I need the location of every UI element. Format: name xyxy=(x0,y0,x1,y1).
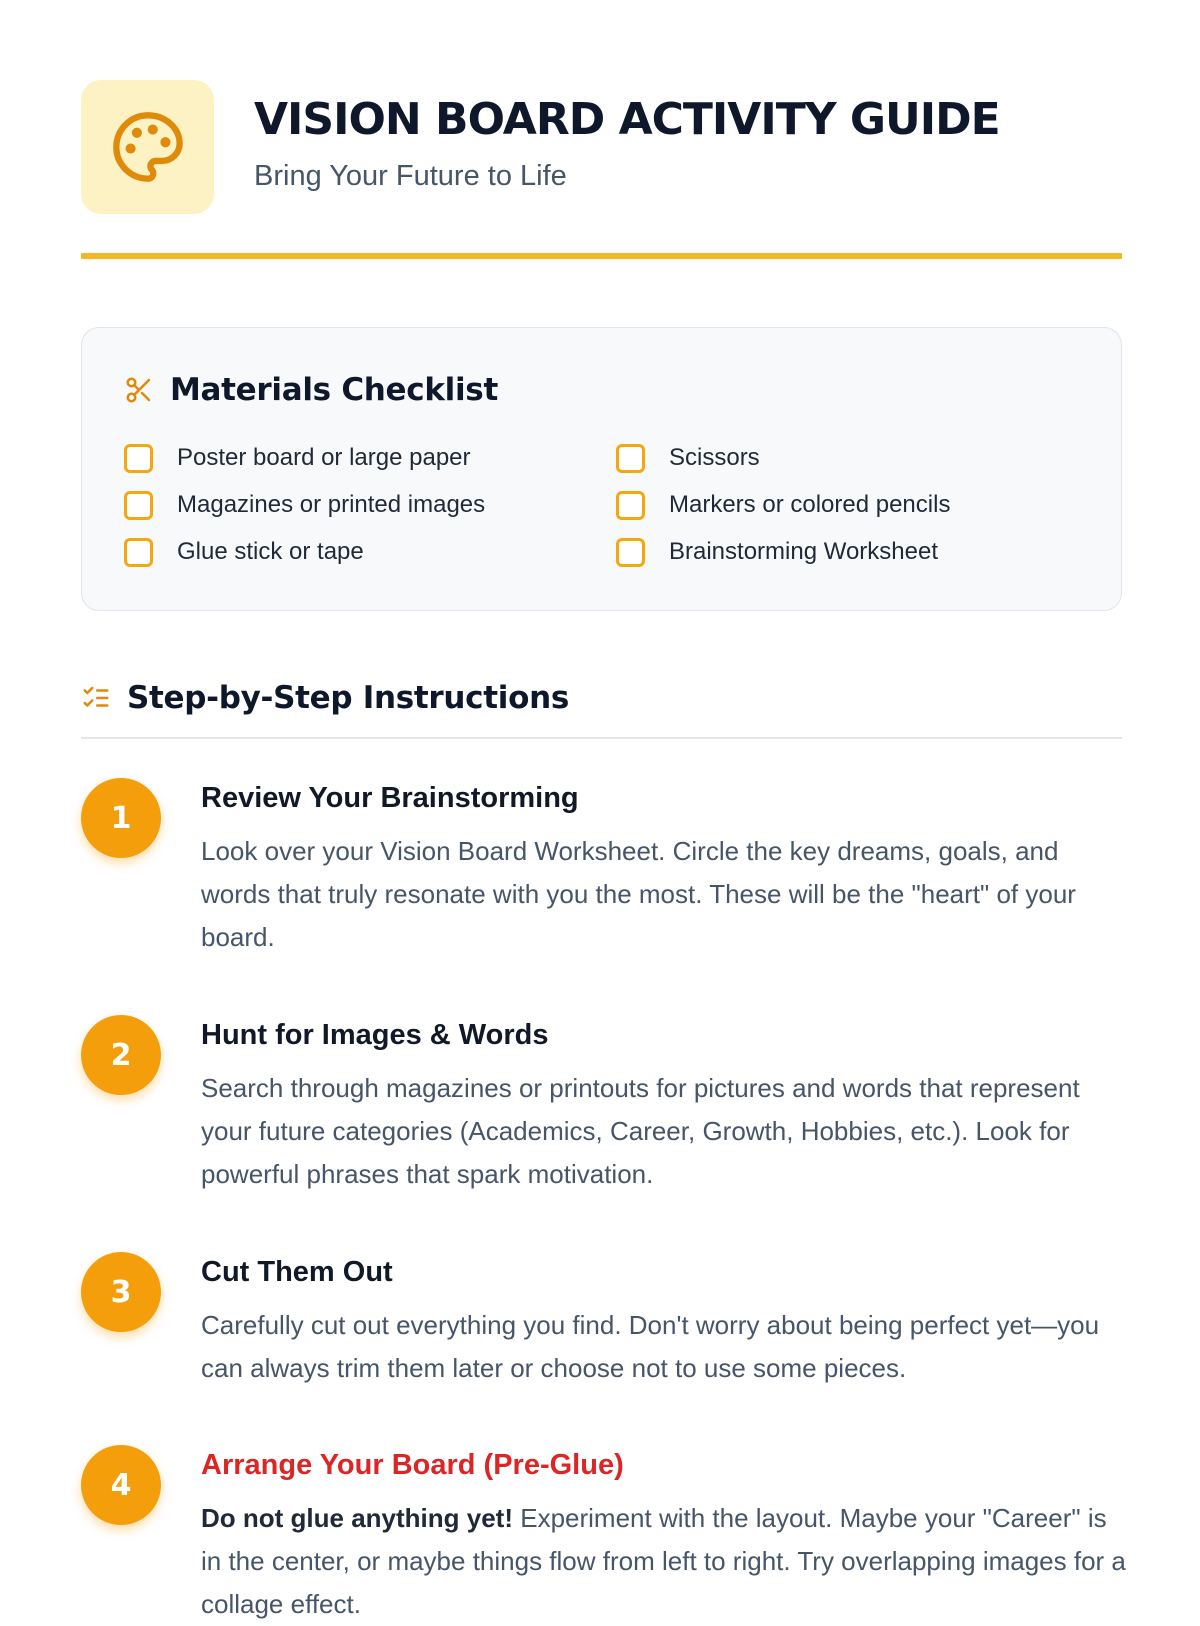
checklist-item[interactable] xyxy=(616,535,1104,569)
step-number-badge: 2 xyxy=(81,1015,161,1095)
palette-icon xyxy=(110,109,186,185)
step-description: Search through magazines or printouts for pictures and words that represent your future categories (Academics, Career, Growth, Hobbies, etc.). Look for powerful phrases that spark motivation. xyxy=(201,1073,1080,1189)
header-divider xyxy=(81,253,1122,259)
checklist-item-label: Glue stick or tape xyxy=(177,538,364,565)
step-title: Cut Them Out xyxy=(201,1256,393,1288)
checklist-icon xyxy=(81,683,111,713)
step-description: Look over your Vision Board Worksheet. Circle the key dreams, goals, and words that truly resonate with you the most. These will be the "heart" of your board. xyxy=(201,836,1076,952)
steps-divider xyxy=(81,737,1122,739)
step-description-text: Experiment with the layout. Maybe your "Career" is in the center, or maybe things flow from left to right. Try overlapping images for a collage effect. xyxy=(201,1503,1126,1619)
checklist-item-label: Poster board or large paper xyxy=(177,444,471,471)
checklist-item-label: Scissors xyxy=(669,444,760,471)
step-number-badge: 4 xyxy=(81,1445,161,1525)
step-description xyxy=(201,1497,1131,1626)
steps-heading-text: Step-by-Step Instructions xyxy=(127,680,570,716)
checkbox[interactable] xyxy=(124,444,153,473)
step-title-warning: Arrange Your Board (Pre-Glue) xyxy=(201,1449,624,1481)
step-number-badge: 1 xyxy=(81,778,161,858)
checkbox[interactable] xyxy=(616,538,645,567)
checkbox[interactable] xyxy=(616,444,645,473)
checkbox[interactable] xyxy=(616,491,645,520)
materials-heading-text: Materials Checklist xyxy=(170,372,498,408)
page-title: VISION BOARD ACTIVITY GUIDE xyxy=(254,94,1000,145)
checkbox[interactable] xyxy=(124,491,153,520)
materials-heading xyxy=(124,372,498,408)
checklist-item[interactable] xyxy=(616,488,1104,522)
step-description: Carefully cut out everything you find. Don't worry about being perfect yet—you can always trim them later or choose not to use some pieces. xyxy=(201,1310,1100,1383)
checkbox[interactable] xyxy=(124,538,153,567)
checklist-item[interactable] xyxy=(124,441,616,475)
scissors-icon xyxy=(124,375,154,405)
checklist-item-label: Brainstorming Worksheet xyxy=(669,538,938,565)
materials-list xyxy=(124,441,1104,569)
checklist-item[interactable] xyxy=(124,488,616,522)
checklist-item-label: Magazines or printed images xyxy=(177,491,486,518)
logo-badge xyxy=(81,80,214,214)
page-header xyxy=(81,80,1122,214)
step-title: Review Your Brainstorming xyxy=(201,782,579,814)
steps-heading xyxy=(81,680,569,716)
step-title: Hunt for Images & Words xyxy=(201,1019,549,1051)
step-emphasis: Do not glue anything yet! xyxy=(201,1503,513,1533)
checklist-item[interactable] xyxy=(124,535,616,569)
step-number-badge: 3 xyxy=(81,1252,161,1332)
checklist-item-label: Markers or colored pencils xyxy=(669,491,951,518)
materials-card xyxy=(81,327,1122,611)
page-subtitle: Bring Your Future to Life xyxy=(254,160,567,192)
checklist-item[interactable] xyxy=(616,441,1104,475)
